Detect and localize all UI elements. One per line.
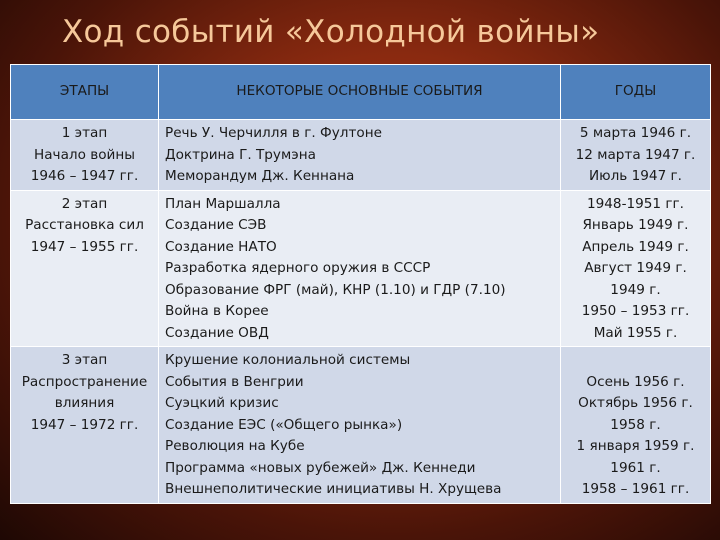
event-item: Образование ФРГ (май), КНР (1.10) и ГДР (7.10) bbox=[165, 281, 506, 298]
table-header-row bbox=[11, 65, 711, 120]
stage-name: влияния bbox=[54, 395, 115, 411]
table-row bbox=[11, 347, 711, 504]
event-item: Речь У. Черчилля в г. Фултоне bbox=[165, 125, 382, 141]
year-item: Январь 1949 г. bbox=[582, 217, 689, 233]
stage-cell bbox=[11, 190, 159, 347]
stage-number: 3 этап bbox=[61, 352, 108, 368]
stage-name: Начало войны bbox=[33, 146, 136, 163]
stage-cell bbox=[11, 120, 159, 191]
event-item: Меморандум Дж. Кеннана bbox=[165, 168, 355, 184]
stage-cell bbox=[11, 347, 159, 504]
year-item: Осень 1956 г. bbox=[586, 373, 685, 390]
events-table bbox=[10, 64, 711, 504]
stage-name: Распространение bbox=[21, 373, 148, 390]
year-item: 1950 – 1953 гг. bbox=[581, 303, 690, 319]
stage-name: Расстановка сил bbox=[25, 217, 144, 233]
event-item: Война в Корее bbox=[165, 303, 269, 319]
header-stages: ЭТАПЫ bbox=[11, 65, 159, 120]
table-row bbox=[11, 120, 711, 191]
page-title: Ход событий «Холодной войны» bbox=[62, 14, 600, 50]
year-item: Октябрь 1956 г. bbox=[578, 395, 693, 411]
stage-period: 1947 – 1955 гг. bbox=[30, 238, 139, 255]
event-item: Программа «новых рубежей» Дж. Кеннеди bbox=[165, 459, 476, 476]
year-item: 1958 – 1961 гг. bbox=[581, 481, 690, 497]
events-cell bbox=[159, 347, 561, 504]
event-item: Доктрина Г. Трумэна bbox=[165, 146, 316, 163]
years-cell bbox=[561, 347, 711, 504]
events-cell bbox=[159, 120, 561, 191]
event-item: События в Венгрии bbox=[165, 373, 304, 390]
year-item: Май 1955 г. bbox=[593, 324, 678, 341]
years-cell bbox=[561, 190, 711, 347]
table-row bbox=[11, 190, 711, 347]
year-item: 1958 г. bbox=[610, 416, 661, 433]
event-item: Создание ЕЭС («Общего рынка») bbox=[165, 416, 403, 433]
year-item: 1948-1951 гг. bbox=[586, 195, 685, 212]
event-item: Создание НАТО bbox=[165, 238, 277, 255]
stage-number: 2 этап bbox=[61, 195, 108, 212]
event-item: Суэцкий кризис bbox=[165, 395, 279, 411]
years-cell bbox=[561, 120, 711, 191]
year-item: 12 марта 1947 г. bbox=[575, 146, 696, 163]
events-cell bbox=[159, 190, 561, 347]
event-item: Революция на Кубе bbox=[165, 438, 305, 454]
header-events: НЕКОТОРЫЕ ОСНОВНЫЕ СОБЫТИЯ bbox=[159, 65, 561, 120]
year-item: 1 января 1959 г. bbox=[576, 438, 695, 454]
event-item: Создание ОВД bbox=[165, 324, 269, 341]
stage-period: 1947 – 1972 гг. bbox=[30, 416, 139, 433]
year-item: 5 марта 1946 г. bbox=[579, 125, 692, 141]
year-item: 1961 г. bbox=[610, 459, 661, 476]
header-years: ГОДЫ bbox=[561, 65, 711, 120]
stage-period: 1946 – 1947 гг. bbox=[30, 168, 139, 184]
event-item: Крушение колониальной системы bbox=[165, 352, 411, 368]
event-item: План Маршалла bbox=[165, 195, 281, 212]
year-item: Апрель 1949 г. bbox=[582, 238, 689, 255]
event-item: Создание СЭВ bbox=[165, 217, 267, 233]
year-item: Июль 1947 г. bbox=[588, 168, 682, 184]
year-item: 1949 г. bbox=[610, 281, 661, 298]
year-item: Август 1949 г. bbox=[584, 260, 687, 276]
event-item: Разработка ядерного оружия в СССР bbox=[165, 260, 431, 276]
event-item: Внешнеполитические инициативы Н. Хрущева bbox=[165, 481, 502, 497]
stage-number: 1 этап bbox=[61, 125, 108, 141]
